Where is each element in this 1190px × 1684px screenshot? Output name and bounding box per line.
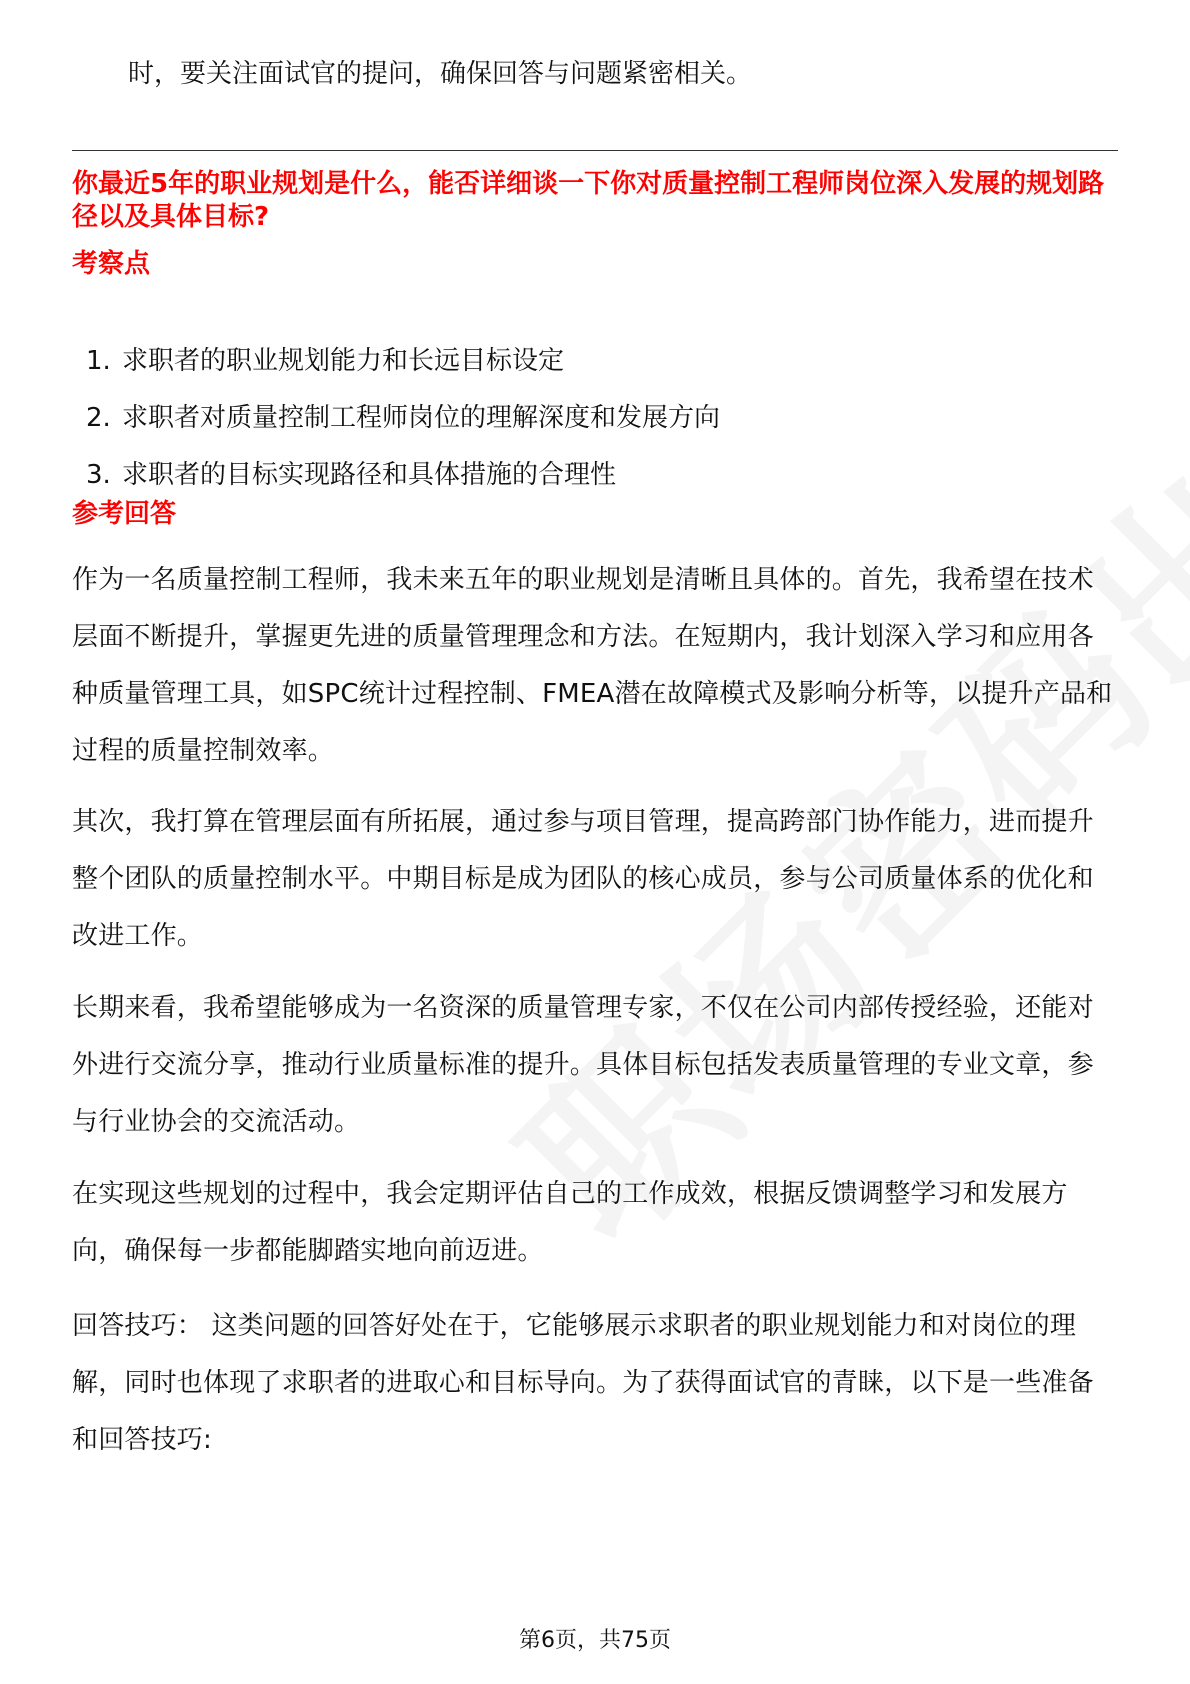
section-divider — [72, 150, 1118, 151]
assessment-list — [86, 333, 720, 504]
answer-paragraph: 在实现这些规划的过程中，我会定期评估自己的工作成效，根据反馈调整学习和发展方向，确保每一步都能脚踏实地向前迈进。 — [72, 1179, 1068, 1266]
answer-tips-paragraph: 回答技巧： 这类问题的回答好处在于，它能够展示求职者的职业规划能力和对岗位的理解，同时也体现了求职者的进取心和目标导向。为了获得面试官的青睐，以下是一些准备和回答技巧: — [72, 1311, 1094, 1455]
page-footer: 第6页，共75页 — [519, 1628, 671, 1653]
list-item — [86, 333, 720, 390]
assessment-label: 考察点 — [72, 249, 151, 279]
answer-paragraph: 作为一名质量控制工程师，我未来五年的职业规划是清晰且具体的。首先，我希望在技术层面不断提升，掌握更先进的质量管理理念和方法。在短期内，我计划深入学习和应用各种质量管理工具，如SPC统计过程控制、FMEA潜在故障模式及影响分析等，以提升产品和过程的质量控制效率。 — [72, 565, 1113, 766]
continued-paragraph-line: 时，要关注面试官的提问，确保回答与问题紧密相关。 — [128, 59, 753, 89]
list-item-number: 3. — [86, 460, 111, 490]
list-item-text: 求职者对质量控制工程师岗位的理解深度和发展方向 — [122, 403, 721, 433]
list-item-number: 1. — [86, 346, 111, 376]
answer-paragraph: 长期来看，我希望能够成为一名资深的质量管理专家，不仅在公司内部传授经验，还能对外进行交流分享，推动行业质量标准的提升。具体目标包括发表质量管理的专业文章，参与行业协会的交流活动。 — [72, 993, 1094, 1137]
list-item-text: 求职者的目标实现路径和具体措施的合理性 — [122, 460, 617, 490]
list-item-number: 2. — [86, 403, 111, 433]
list-item-text: 求职者的职业规划能力和长远目标设定 — [122, 346, 565, 376]
list-item — [86, 390, 720, 447]
answer-paragraph: 其次，我打算在管理层面有所拓展，通过参与项目管理，提高跨部门协作能力，进而提升整个团队的质量控制水平。中期目标是成为团队的核心成员，参与公司质量体系的优化和改进工作。 — [72, 807, 1094, 951]
list-item — [86, 447, 720, 504]
question-heading: 你最近5年的职业规划是什么，能否详细谈一下你对质量控制工程师岗位深入发展的规划路径以及具体目标? — [72, 169, 1105, 232]
reference-answer-label: 参考回答 — [72, 499, 177, 529]
